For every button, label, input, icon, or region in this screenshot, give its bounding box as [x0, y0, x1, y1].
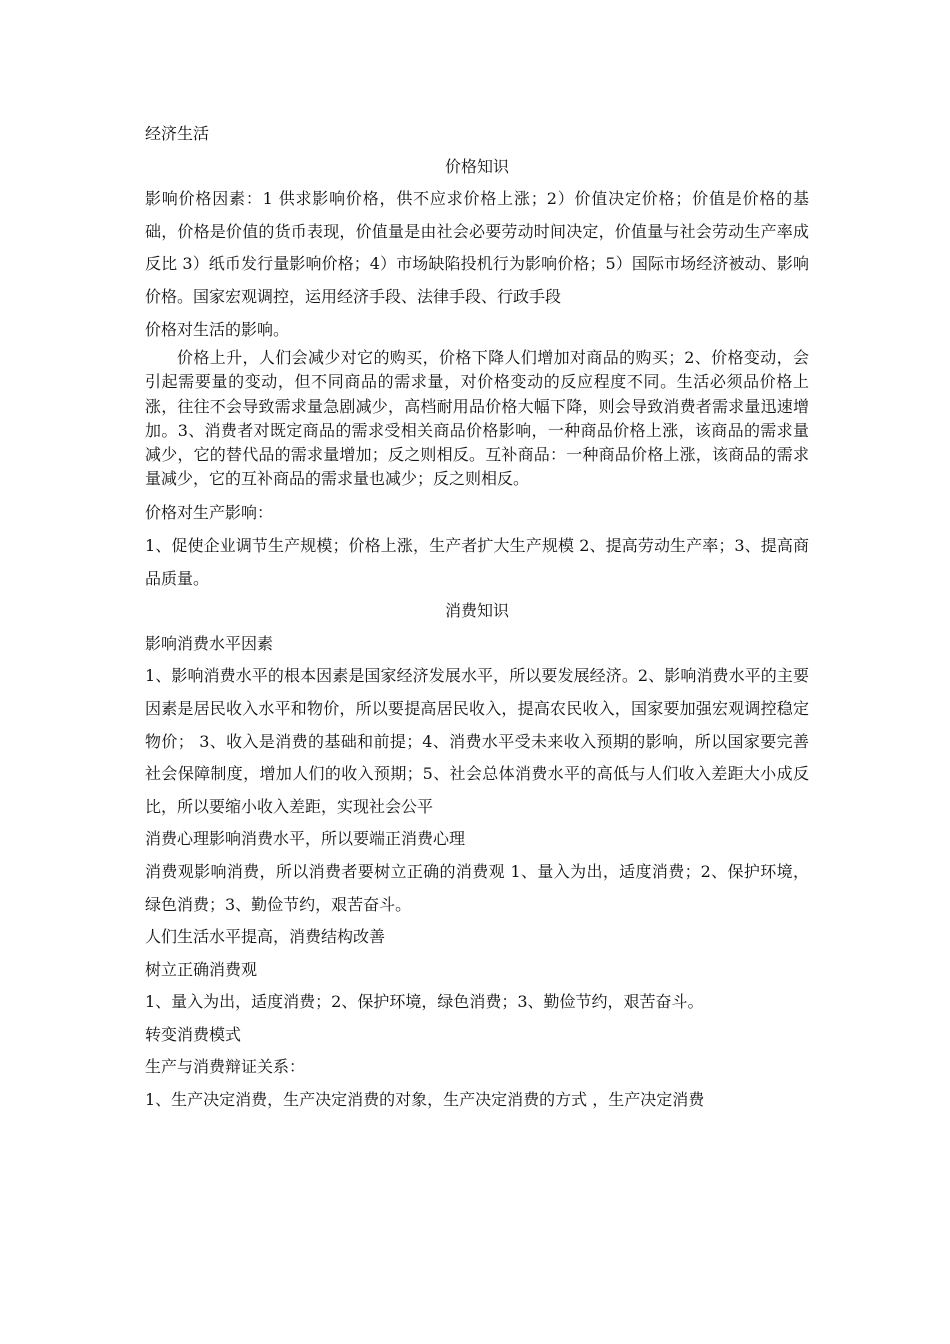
- heading-production-consumption: 生产与消费辩证关系：: [145, 1057, 306, 1077]
- document-body: [145, 118, 809, 1117]
- line-consumption-mode: 转变消费模式: [145, 1024, 242, 1044]
- paragraph-price-impact-life: 价格上升，人们会减少对它的购买，价格下降人们增加对商品的购买；2、价格变动，会引起需要量的变动，但不同商品的需求量，对价格变动的反应程度不同。生活必须品价格上涨，往往不会导致需求量急剧减少，高档耐用品价格大幅下降，则会导致消费者需求量迅速增加。3、消费者对既定商品的需求受相关商品价格影响，一种商品价格上涨，该商品的需求量减少，它的替代品的需求量增加；反之则相反。互补商品：一种商品价格上涨，该商品的需求量减少，它的互补商品的需求量也减少；反之则相反。: [145, 348, 809, 489]
- section-heading-consumption: 消费知识: [444, 601, 509, 621]
- heading-price-impact-production: 价格对生产影响：: [145, 503, 274, 523]
- paragraph-price-factors: 影响价格因素：1 供求影响价格，供不应求价格上涨；2）价值决定价格；价值是价格的基础，价格是价值的货币表现，价值量是由社会必要劳动时间决定，价值量与社会劳动生产率成反比 3）纸币发行量影响价格；4）市场缺陷投机行为影响价格；5）国际市场经济被动、影响价格。国家宏观调控，运用经济手段、法律手段、行政手段: [145, 189, 809, 306]
- line-consumption-structure: 人们生活水平提高，消费结构改善: [145, 927, 386, 947]
- paragraph-correct-consumption-view: 1、量入为出，适度消费；2、保护环境，绿色消费；3、勤俭节约，艰苦奋斗。: [145, 992, 704, 1012]
- heading-price-impact-life: 价格对生活的影响。: [145, 319, 290, 339]
- paragraph-consumption-view: 消费观影响消费，所以消费者要树立正确的消费观 1、量入为出，适度消费；2、保护环境，绿色消费；3、勤俭节约，艰苦奋斗。: [145, 861, 809, 914]
- document-title: 经济生活: [145, 124, 210, 143]
- line-consumption-psychology: 消费心理影响消费水平，所以要端正消费心理: [145, 829, 466, 849]
- paragraph-consumption-factors: 1、影响消费水平的根本因素是国家经济发展水平，所以要发展经济。2、影响消费水平的主要因素是居民收入水平和物价，所以要提高居民收入，提高农民收入，国家要加强宏观调控稳定物价； 3、收入是消费的基础和前提；4、消费水平受未来收入预期的影响，所以国家要完善社会保障制度，增加人们的收入预期；5、社会总体消费水平的高低与人们收入差距大小成反比，所以要缩小收入差距，实现社会公平: [145, 666, 809, 816]
- paragraph-production-consumption: 1、生产决定消费，生产决定消费的对象，生产决定消费的方式 ，生产决定消费: [145, 1090, 705, 1110]
- paragraph-price-impact-production: 1、促使企业调节生产规模；价格上涨，生产者扩大生产规模 2、提高劳动生产率；3、提高商品质量。: [145, 535, 809, 588]
- section-heading-price: 价格知识: [444, 156, 509, 176]
- heading-consumption-factors: 影响消费水平因素: [145, 633, 274, 653]
- heading-correct-consumption-view: 树立正确消费观: [145, 959, 258, 979]
